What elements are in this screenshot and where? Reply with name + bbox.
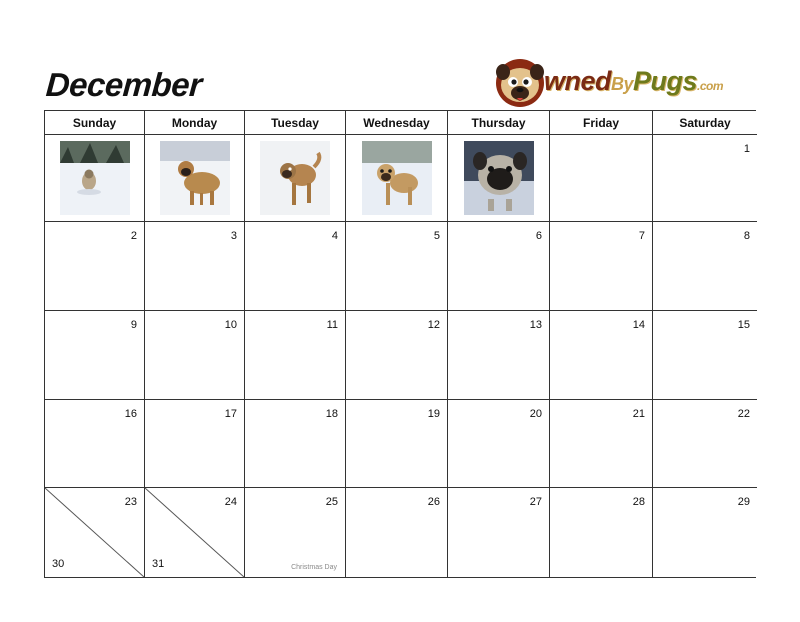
day-cell-20[interactable] bbox=[448, 400, 550, 488]
day-number: 15 bbox=[737, 319, 750, 331]
day-cell-25[interactable] bbox=[245, 488, 346, 577]
day-cell-27[interactable] bbox=[448, 488, 550, 577]
day-number: 22 bbox=[737, 408, 750, 420]
day-number: 18 bbox=[325, 408, 338, 420]
day-cell-1[interactable] bbox=[653, 135, 757, 222]
day-cell-23-30[interactable] bbox=[45, 488, 145, 577]
day-cell-13[interactable] bbox=[448, 311, 550, 400]
day-number: 13 bbox=[529, 319, 542, 331]
holiday-label: Christmas Day bbox=[291, 564, 337, 571]
weekday-header-sunday: Sunday bbox=[45, 111, 145, 135]
day-cell-19[interactable] bbox=[346, 400, 448, 488]
logo-wordmark-com: .com bbox=[697, 79, 724, 93]
photo-cell-monday bbox=[145, 135, 245, 222]
day-cell-16[interactable] bbox=[45, 400, 145, 488]
day-number: 20 bbox=[529, 408, 542, 420]
day-number: 16 bbox=[124, 408, 137, 420]
day-cell-15[interactable] bbox=[653, 311, 757, 400]
weekday-header-thursday: Thursday bbox=[448, 111, 550, 135]
day-number: 24 bbox=[224, 496, 237, 508]
day-number: 14 bbox=[632, 319, 645, 331]
photo-cell-sunday bbox=[45, 135, 145, 222]
logo-wordmark-by: By bbox=[611, 74, 634, 94]
day-number: 26 bbox=[427, 496, 440, 508]
pug-photo-icon bbox=[362, 141, 432, 215]
day-cell-2[interactable] bbox=[45, 222, 145, 311]
pug-photo-icon bbox=[60, 141, 130, 215]
photo-cell-wednesday bbox=[346, 135, 448, 222]
day-cell-21[interactable] bbox=[550, 400, 653, 488]
day-cell-5[interactable] bbox=[346, 222, 448, 311]
empty-cell-friday bbox=[550, 135, 653, 222]
day-cell-3[interactable] bbox=[145, 222, 245, 311]
day-cell-28[interactable] bbox=[550, 488, 653, 577]
day-cell-11[interactable] bbox=[245, 311, 346, 400]
pug-face-icon bbox=[494, 58, 548, 108]
day-number: 30 bbox=[52, 558, 65, 570]
photo-cell-thursday bbox=[448, 135, 550, 222]
day-number: 3 bbox=[230, 230, 237, 242]
weekday-header-saturday: Saturday bbox=[653, 111, 757, 135]
day-cell-7[interactable] bbox=[550, 222, 653, 311]
pug-photo-icon bbox=[160, 141, 230, 215]
day-cell-9[interactable] bbox=[45, 311, 145, 400]
pug-photo-icon bbox=[260, 141, 330, 215]
weekday-header-tuesday: Tuesday bbox=[245, 111, 346, 135]
logo-wordmark-owned: wned bbox=[544, 66, 612, 96]
day-number: 7 bbox=[638, 230, 645, 242]
day-number: 9 bbox=[130, 319, 137, 331]
day-cell-29[interactable] bbox=[653, 488, 757, 577]
day-cell-8[interactable] bbox=[653, 222, 757, 311]
day-cell-4[interactable] bbox=[245, 222, 346, 311]
day-number: 25 bbox=[325, 496, 338, 508]
day-cell-18[interactable] bbox=[245, 400, 346, 488]
day-number: 17 bbox=[224, 408, 237, 420]
owned-by-pugs-logo bbox=[494, 58, 754, 108]
day-number: 21 bbox=[632, 408, 645, 420]
day-number: 2 bbox=[130, 230, 137, 242]
day-number: 6 bbox=[535, 230, 542, 242]
day-number: 19 bbox=[427, 408, 440, 420]
day-cell-6[interactable] bbox=[448, 222, 550, 311]
day-number: 10 bbox=[224, 319, 237, 331]
day-cell-10[interactable] bbox=[145, 311, 245, 400]
weekday-header-monday: Monday bbox=[145, 111, 245, 135]
day-number: 28 bbox=[632, 496, 645, 508]
month-calendar-grid bbox=[44, 110, 756, 578]
day-cell-12[interactable] bbox=[346, 311, 448, 400]
day-number: 23 bbox=[124, 496, 137, 508]
day-number: 8 bbox=[743, 230, 750, 242]
month-title: December bbox=[44, 66, 203, 103]
day-cell-26[interactable] bbox=[346, 488, 448, 577]
logo-wordmark-pugs: Pugs bbox=[633, 66, 698, 96]
day-number: 5 bbox=[433, 230, 440, 242]
day-number: 12 bbox=[427, 319, 440, 331]
day-cell-24-31[interactable] bbox=[145, 488, 245, 577]
weekday-header-friday: Friday bbox=[550, 111, 653, 135]
day-number: 4 bbox=[331, 230, 338, 242]
day-number: 11 bbox=[326, 319, 338, 331]
day-number: 31 bbox=[152, 558, 165, 570]
day-cell-22[interactable] bbox=[653, 400, 757, 488]
day-number: 1 bbox=[743, 143, 750, 155]
photo-cell-tuesday bbox=[245, 135, 346, 222]
day-number: 27 bbox=[529, 496, 542, 508]
weekday-header-wednesday: Wednesday bbox=[346, 111, 448, 135]
pug-photo-icon bbox=[464, 141, 534, 215]
day-cell-14[interactable] bbox=[550, 311, 653, 400]
day-number: 29 bbox=[737, 496, 750, 508]
day-cell-17[interactable] bbox=[145, 400, 245, 488]
logo-wordmark bbox=[544, 66, 723, 101]
